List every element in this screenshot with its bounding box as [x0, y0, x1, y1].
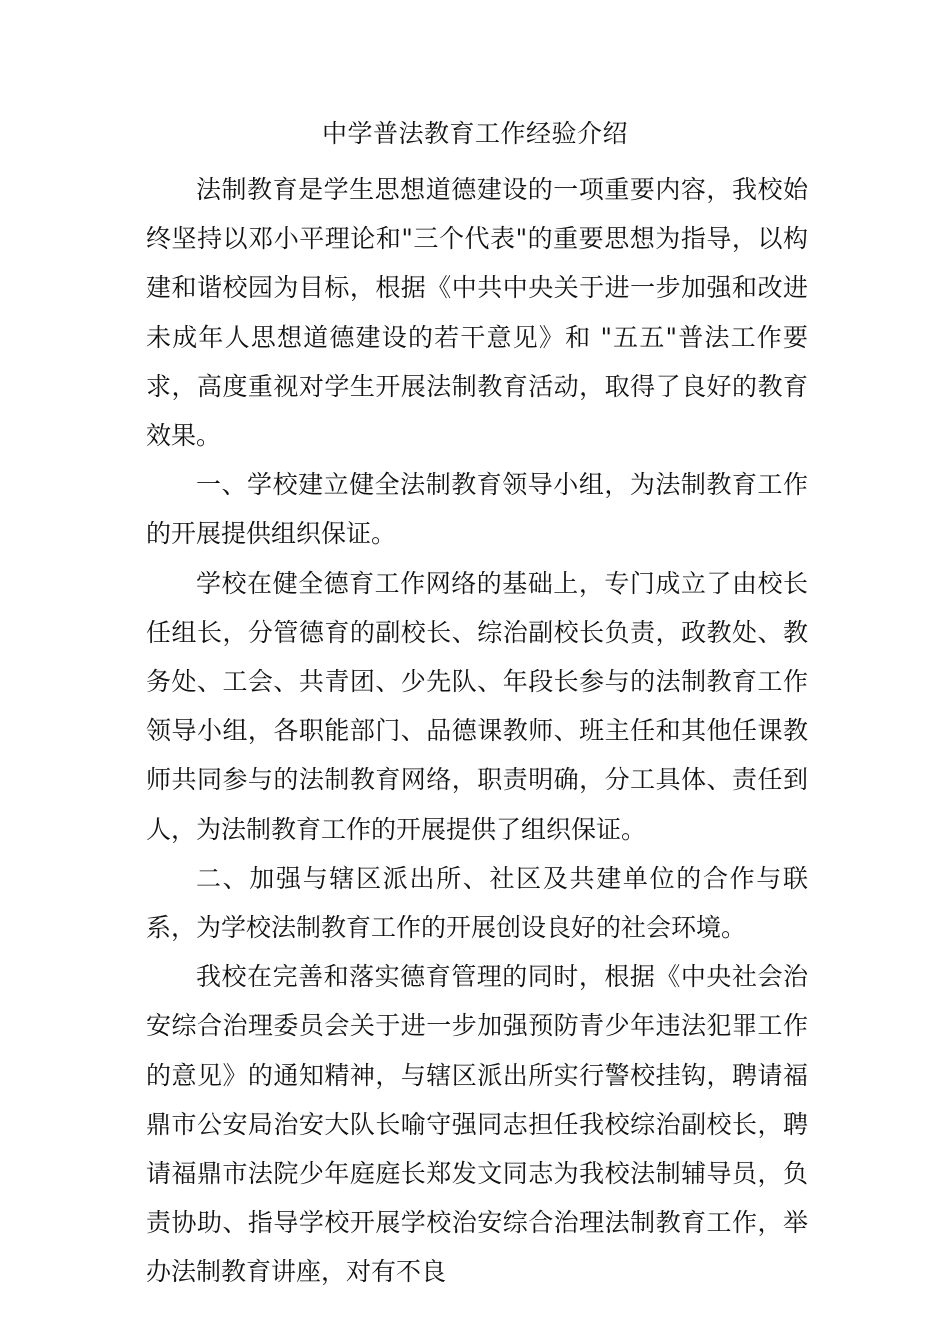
paragraph-intro: 法制教育是学生思想道德建设的一项重要内容，我校始终坚持以邓小平理论和"三个代表"的重要思想为指导，以构建和谐校园为目标，根据《中共中央关于进一步加强和改进未成年人思想道德建设的若干意见》和 "五五"普法工作要求，高度重视对学生开展法制教育活动，取得了良好的教育效果。 — [146, 175, 808, 451]
paragraph-section-2-heading: 二、加强与辖区派出所、社区及共建单位的合作与联系，为学校法制教育工作的开展创设良好的社会环境。 — [146, 863, 808, 943]
paragraph-section-1-body: 学校在健全德育工作网络的基础上，专门成立了由校长任组长，分管德育的副校长、综治副校长负责，政教处、教务处、工会、共青团、少先队、年段长参与的法制教育工作领导小组，各职能部门、品德课教师、班主任和其他任课教师共同参与的法制教育网络，职责明确，分工具体、责任到人，为法制教育工作的开展提供了组织保证。 — [146, 568, 808, 844]
paragraph-section-1-heading: 一、学校建立健全法制教育领导小组，为法制教育工作的开展提供组织保证。 — [146, 470, 808, 549]
document-body — [146, 165, 808, 1297]
document-title: 中学普法教育工作经验介绍 — [321, 119, 628, 148]
paragraph-section-2-body: 我校在完善和落实德育管理的同时，根据《中央社会治安综合治理委员会关于进一步加强预防青少年违法犯罪工作的意见》的通知精神，与辖区派出所实行警校挂钩，聘请福鼎市公安局治安大队长喻守强同志担任我校综治副校长，聘请福鼎市法院少年庭庭长郑发文同志为我校法制辅导员，负责协助、指导学校开展学校治安综合治理法制教育工作，举办法制教育讲座，对有不良 — [146, 962, 808, 1287]
